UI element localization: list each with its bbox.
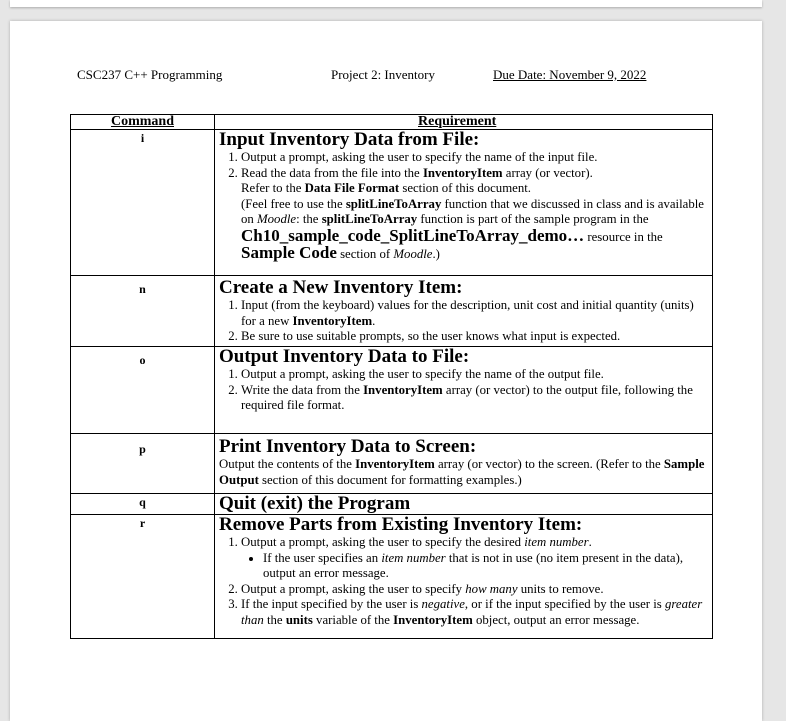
due-date: Due Date: November 9, 2022	[493, 67, 647, 82]
requirement-title: Input Inventory Data from File:	[219, 129, 480, 150]
command-table	[70, 114, 713, 639]
requirement-text: Output the contents of the InventoryItem array (or vector) to the screen. (Refer to the Sample Output section of this document for formatting examples.)	[219, 457, 705, 487]
list-item: 2. Be sure to use suitable prompts, so the user knows what input is expected.	[241, 329, 708, 345]
list-item: 2. Read the data from the file into the InventoryItem array (or vector). Refer to the Data File Format section of this document. (Feel free to use the splitLineToArray function that we discussed in class and is available on Moodle: the splitLineToArray function is part of the sample program in the Ch10_sample_code_SplitLineToArray_demo… resource in the Sample Code section of Moodle.)	[241, 166, 708, 263]
table-row	[71, 434, 713, 494]
requirement-cell	[215, 276, 713, 347]
requirement-title: Output Inventory Data to File:	[219, 346, 470, 367]
command-key: i	[71, 130, 215, 276]
command-key: o	[71, 347, 215, 434]
course-title: CSC237 C++ Programming	[77, 67, 223, 82]
requirement-cell	[215, 494, 713, 515]
requirement-cell	[215, 515, 713, 639]
steps-list	[219, 367, 708, 414]
requirement-title: Quit (exit) the Program	[219, 493, 411, 514]
table-row	[71, 515, 713, 639]
list-item: 1. Output a prompt, asking the user to specify the name of the input file.	[241, 150, 708, 166]
command-key: r	[71, 515, 215, 639]
list-item: • If the user specifies an item number that is not in use (no item present in the data), output an error message.	[263, 551, 708, 582]
list-item: 2. Write the data from the InventoryItem array (or vector) to the output file, following the required file format.	[241, 383, 708, 414]
project-title: Project 2: Inventory	[331, 67, 435, 82]
table-header-row	[71, 115, 713, 130]
table-row	[71, 494, 713, 515]
steps-list	[219, 150, 708, 263]
list-item: 1. Input (from the keyboard) values for the description, unit cost and initial quantity (units) for a new InventoryItem.	[241, 298, 708, 329]
list-item: 3. If the input specified by the user is negative, or if the input specified by the user is greater than the units variable of the InventoryItem object, output an error message.	[241, 597, 708, 628]
requirement-title: Create a New Inventory Item:	[219, 277, 463, 298]
header-requirement: Requirement	[215, 115, 713, 130]
command-key: p	[71, 434, 215, 494]
list-item: 1. Output a prompt, asking the user to specify the desired item number. • If the user specifies an item number that is not in use (no item present in the data), output an error message.	[241, 535, 708, 582]
requirement-cell	[215, 130, 713, 276]
command-key: n	[71, 276, 215, 347]
requirement-cell	[215, 434, 713, 494]
requirement-title: Remove Parts from Existing Inventory Item:	[219, 514, 583, 535]
document-page	[10, 21, 762, 721]
requirement-cell	[215, 347, 713, 434]
command-key: q	[71, 494, 215, 515]
requirement-title: Print Inventory Data to Screen:	[219, 436, 477, 457]
steps-list	[219, 298, 708, 345]
list-item: 1. Output a prompt, asking the user to specify the name of the output file.	[241, 367, 708, 383]
table-row	[71, 130, 713, 276]
list-item: 2. Output a prompt, asking the user to specify how many units to remove.	[241, 582, 708, 598]
table-row	[71, 276, 713, 347]
sub-list	[241, 551, 708, 582]
steps-list	[219, 535, 708, 628]
previous-page-edge	[10, 0, 762, 7]
table-row	[71, 347, 713, 434]
header-command: Command	[71, 115, 215, 130]
